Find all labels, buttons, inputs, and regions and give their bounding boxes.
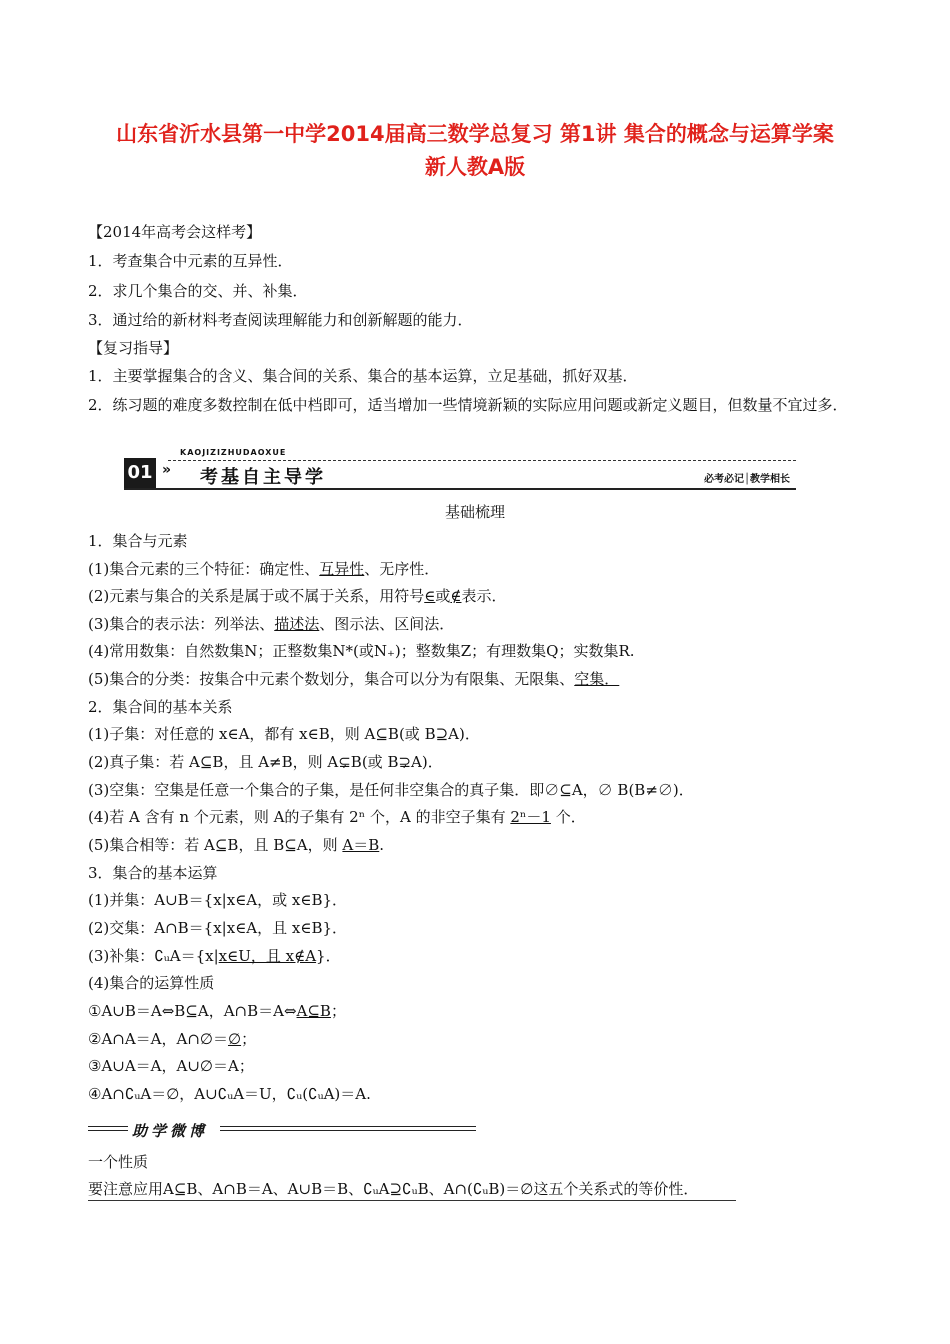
s3-prop-1: [88, 1001, 346, 1021]
s1-line-1: [88, 559, 439, 579]
s1-line-2: [88, 586, 507, 606]
s3-heading: 3．集合的基本运算: [88, 864, 218, 882]
s1-l2c: 或: [435, 587, 451, 605]
banner-tagline: 必考必记│教学相长: [703, 474, 790, 485]
s3-p2b: ∅: [227, 1030, 242, 1048]
s2-l5b: A＝B: [342, 836, 380, 854]
s1-line-5: [88, 669, 619, 689]
s2-line-2: (2)真子集：若 A⊆B，且 A≠B，则 A⊊B(或 B⊋A)．: [88, 753, 443, 771]
s3-p2c: ；: [241, 1030, 257, 1048]
s2-l4c: 个．: [550, 808, 586, 826]
s3-l3b: x∈U，且 x∉A: [218, 947, 317, 965]
s1-line-4: (4)常用数集：自然数集N；正整数集N*(或N₊)；整数集Z；有理数集Q；实数集R.: [88, 642, 635, 660]
s3-prop-3: ③A∪A＝A，A∪∅＝A；: [88, 1057, 254, 1075]
s1-heading: 1．集合与元素: [88, 532, 188, 550]
s2-line-5: [88, 835, 384, 855]
exam-item-1: 1．考查集合中元素的互异性．: [88, 252, 293, 270]
section-banner: [120, 448, 796, 494]
s1-l3a: (3)集合的表示法：列举法、: [88, 615, 275, 633]
s1-l5a: (5)集合的分类：按集合中元素个数划分，集合可以分为有限集、无限集、: [88, 670, 575, 688]
chevron-icon: »: [162, 462, 172, 478]
title-line-1: 山东省沂水县第一中学2014届高三数学总复习 第1讲 集合的概念与运算学案: [116, 122, 834, 146]
weibo-underline: [88, 1200, 736, 1201]
s1-l1a: (1)集合元素的三个特征：确定性、: [88, 560, 320, 578]
s3-p1b: A⊆B: [296, 1002, 331, 1020]
s3-line-4: (4)集合的运算性质: [88, 974, 215, 992]
s3-line-3: [88, 946, 341, 966]
review-item-1: 1．主要掌握集合的含义、集合间的关系、集合的基本运算，立足基础，抓好双基．: [88, 367, 638, 385]
s2-line-4: [88, 807, 586, 827]
section-subtitle: 基础梳理: [444, 503, 505, 521]
weibo-rule: [88, 1120, 476, 1142]
title-line-2: 新人教A版: [424, 155, 526, 179]
review-item-2: 2．练习题的难度多数控制在低中档即可，适当增加一些情境新颖的实际应用问题或新定义题目，但数量不宜过多．: [88, 396, 848, 414]
s2-l4b: 2ⁿ－1: [510, 808, 551, 826]
s3-p2a: ②A∩A＝A，A∩∅＝: [88, 1030, 228, 1048]
s1-l1b: 互异性: [319, 560, 365, 578]
weibo-label: 助学微博: [132, 1122, 209, 1140]
s2-line-1: (1)子集：对任意的 x∈A，都有 x∈B，则 A⊆B(或 B⊇A)．: [88, 725, 480, 743]
s3-line-1: (1)并集：A∪B＝{x|x∈A，或 x∈B}．: [88, 891, 348, 909]
s1-l2a: (2)元素与集合的关系是属于或不属于关系，用符号: [88, 587, 425, 605]
s2-heading: 2．集合间的基本关系: [88, 698, 233, 716]
s1-l1c: 、无序性．: [364, 560, 440, 578]
s1-l3c: 、图示法、区间法．: [319, 615, 455, 633]
review-heading: 【复习指导】: [88, 339, 179, 357]
s1-l3b: 描述法: [274, 615, 320, 633]
s1-l2b: ∈: [424, 587, 436, 605]
exam-item-2: 2．求几个集合的交、并、补集．: [88, 282, 308, 300]
weibo-heading: 一个性质: [88, 1153, 149, 1171]
s3-line-2: (2)交集：A∩B＝{x|x∈A，且 x∈B}．: [88, 919, 348, 937]
s2-line-3: (3)空集：空集是任意一个集合的子集，是任何非空集合的真子集．即∅⊆A，∅ B(B≠∅)．: [88, 781, 694, 799]
s2-l5c: .: [379, 836, 385, 854]
s1-l5b: 空集．: [574, 670, 620, 688]
s3-prop-4: ④A∩∁ᵤA＝∅，A∪∁ᵤA＝U，∁ᵤ(∁ᵤA)＝A.: [88, 1085, 371, 1103]
weibo-text: 要注意应用A⊆B、A∩B＝A、A∪B＝B、∁ᵤA⊇∁ᵤB、A∩(∁ᵤB)＝∅这五个关系式的等价性．: [88, 1180, 699, 1198]
weibo-rule-right-bottom: [220, 1130, 476, 1131]
weibo-rule-left-bottom: [88, 1130, 128, 1131]
banner-dashed-rule: [168, 460, 796, 461]
s3-prop-2: [88, 1029, 256, 1049]
s3-l3a: (3)补集：∁ᵤA＝{x|: [88, 947, 219, 965]
s2-l4a: (4)若 A 含有 n 个元素，则 A的子集有 2ⁿ 个，A 的非空子集有: [88, 808, 511, 826]
s3-l3c: }．: [316, 947, 341, 965]
banner-base-rule: [124, 488, 796, 490]
exam-heading: 【2014年高考会这样考】: [88, 223, 262, 241]
s2-l5a: (5)集合相等：若 A⊆B，且 B⊆A，则: [88, 836, 343, 854]
s3-p1a: ①A∪B＝A⇔B⊆A，A∩B＝A⇔: [88, 1002, 297, 1020]
banner-heading: 考基自主导学: [200, 467, 326, 488]
weibo-rule-left-top: [88, 1126, 128, 1127]
banner-pinyin: KAOJIZIZHUDAOXUE: [180, 448, 287, 457]
banner-number: 01: [124, 458, 156, 488]
s1-l2e: 表示．: [461, 587, 507, 605]
document-title: [60, 118, 890, 184]
weibo-rule-right-top: [220, 1126, 476, 1127]
s1-line-3: [88, 614, 454, 634]
exam-item-3: 3．通过给的新材料考查阅读理解能力和创新解题的能力．: [88, 311, 473, 329]
s3-p1c: ；: [330, 1002, 346, 1020]
s1-l2d: ∉: [450, 587, 462, 605]
